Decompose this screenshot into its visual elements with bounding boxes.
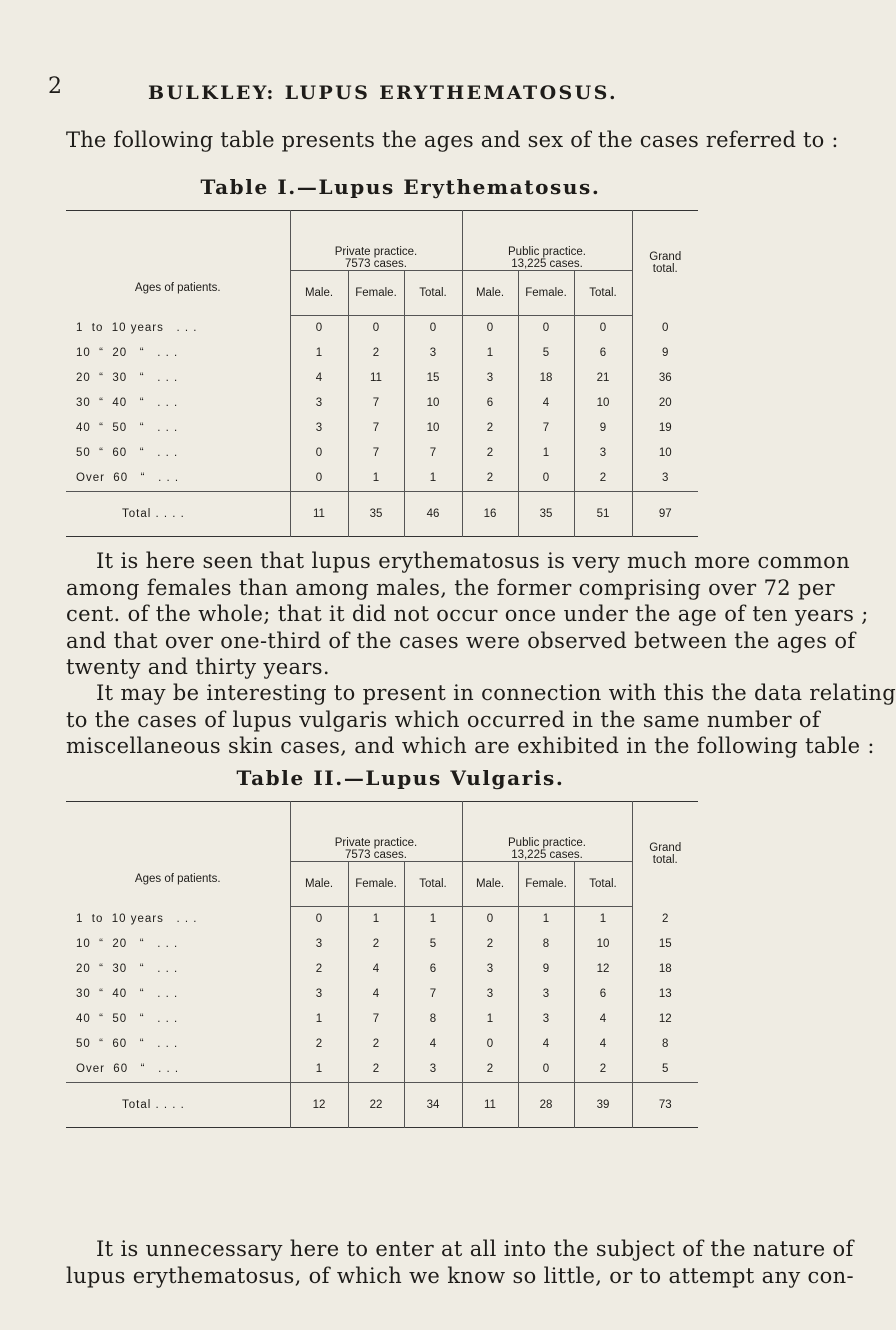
count-cell: 5 (404, 932, 462, 957)
count-cell: 6 (574, 982, 632, 1007)
count-cell: 4 (574, 1007, 632, 1032)
table2-sub-male: Male. (462, 861, 518, 906)
paragraph-2-line: to the cases of lupus vulgaris which occurred in the same number of (66, 707, 820, 732)
table1 (66, 210, 698, 537)
count-cell: 3 (290, 932, 348, 957)
count-cell: 4 (348, 982, 404, 1007)
table1-sub-female: Female. (348, 270, 404, 315)
table2-title: Table II.—Lupus Vulgaris. (236, 766, 565, 790)
table1-sub-total: Total. (574, 270, 632, 315)
total-cell: 73 (632, 1082, 698, 1127)
count-cell: 0 (290, 315, 348, 341)
count-cell: 1 (462, 1007, 518, 1032)
table2-group-private: Private practice. 7573 cases. (290, 802, 462, 862)
age-range-cell: Over 60 “ . . . (76, 472, 180, 484)
count-cell: 1 (462, 341, 518, 366)
age-range-cell: 20 “ 30 “ . . . (76, 963, 179, 975)
count-cell: 4 (518, 1032, 574, 1057)
count-cell: 0 (518, 315, 574, 341)
count-cell: 9 (574, 416, 632, 441)
count-cell: 8 (518, 932, 574, 957)
total-label: Total . . . . (66, 491, 290, 536)
paragraph-1 (66, 548, 869, 681)
table-row (66, 957, 698, 982)
table1-sub-male: Male. (290, 270, 348, 315)
total-cell: 35 (518, 491, 574, 536)
count-cell: 2 (348, 932, 404, 957)
count-cell: 1 (574, 906, 632, 932)
age-range-cell: 10 “ 20 “ . . . (76, 938, 179, 950)
count-cell: 2 (462, 932, 518, 957)
count-cell: 2 (290, 957, 348, 982)
count-cell: 12 (574, 957, 632, 982)
count-cell: 4 (348, 957, 404, 982)
paragraph-1-line: twenty and thirty years. (66, 655, 330, 679)
count-cell: 4 (404, 1032, 462, 1057)
table1-sub-total: Total. (404, 270, 462, 315)
count-cell: 10 (404, 416, 462, 441)
table-row (66, 932, 698, 957)
paragraph-3-line: It is unnecessary here to enter at all into the subject of the nature of (96, 1237, 854, 1261)
count-cell: 4 (290, 366, 348, 391)
count-cell: 4 (518, 391, 574, 416)
paragraph-2-line: miscellaneous skin cases, and which are exhibited in the following table : (66, 734, 875, 758)
count-cell: 3 (518, 982, 574, 1007)
total-cell: 39 (574, 1082, 632, 1127)
count-cell: 3 (290, 416, 348, 441)
paragraph-3-line: lupus erythematosus, of which we know so little, or to attempt any con- (66, 1263, 854, 1288)
count-cell: 3 (632, 466, 698, 492)
paragraph-3 (66, 1236, 854, 1289)
age-range-cell: 20 “ 30 “ . . . (76, 372, 179, 384)
count-cell: 5 (632, 1057, 698, 1083)
total-cell: 22 (348, 1082, 404, 1127)
count-cell: 3 (462, 957, 518, 982)
count-cell: 7 (348, 416, 404, 441)
count-cell: 0 (462, 1032, 518, 1057)
count-cell: 0 (462, 906, 518, 932)
total-cell: 28 (518, 1082, 574, 1127)
table2-sub-female: Female. (348, 861, 404, 906)
count-cell: 0 (290, 466, 348, 492)
count-cell: 2 (574, 466, 632, 492)
count-cell: 2 (632, 906, 698, 932)
table-row (66, 441, 698, 466)
total-cell: 16 (462, 491, 518, 536)
age-range-cell: 40 “ 50 “ . . . (76, 422, 179, 434)
table-row (66, 1057, 698, 1083)
count-cell: 0 (632, 315, 698, 341)
table1-title: Table I.—Lupus Erythematosus. (200, 175, 601, 199)
count-cell: 8 (404, 1007, 462, 1032)
total-cell: 35 (348, 491, 404, 536)
table2-col-ages: Ages of patients. (134, 873, 221, 885)
count-cell: 0 (290, 906, 348, 932)
age-range-cell: 30 “ 40 “ . . . (76, 988, 179, 1000)
table2-sub-total: Total. (574, 861, 632, 906)
table1-sub-male: Male. (462, 270, 518, 315)
table2-group-public: Public practice. 13,225 cases. (462, 802, 632, 862)
total-cell: 51 (574, 491, 632, 536)
total-label: Total . . . . (66, 1082, 290, 1127)
table1-col-ages: Ages of patients. (134, 282, 221, 294)
age-range-cell: 50 “ 60 “ . . . (76, 1038, 179, 1050)
count-cell: 2 (462, 441, 518, 466)
table1-col-grand: Grand total. (632, 211, 698, 316)
age-range-cell: 1 to 10 years . . . (76, 912, 198, 925)
table-row (66, 466, 698, 492)
count-cell: 12 (632, 1007, 698, 1032)
count-cell: 0 (290, 441, 348, 466)
table1-group-public: Public practice. 13,225 cases. (462, 211, 632, 271)
age-range-cell: 1 to 10 years . . . (76, 321, 198, 334)
table-total-row (66, 1082, 698, 1127)
count-cell: 36 (632, 366, 698, 391)
count-cell: 13 (632, 982, 698, 1007)
count-cell: 10 (574, 391, 632, 416)
count-cell: 18 (632, 957, 698, 982)
count-cell: 3 (290, 391, 348, 416)
table2-col-grand: Grand total. (632, 802, 698, 907)
paragraph-2-line: It may be interesting to present in connection with this the data relating (96, 681, 896, 705)
table-row (66, 366, 698, 391)
count-cell: 3 (290, 982, 348, 1007)
total-cell: 11 (290, 491, 348, 536)
total-cell: 12 (290, 1082, 348, 1127)
count-cell: 15 (632, 932, 698, 957)
count-cell: 1 (290, 341, 348, 366)
count-cell: 5 (518, 341, 574, 366)
count-cell: 1 (404, 466, 462, 492)
count-cell: 20 (632, 391, 698, 416)
count-cell: 1 (348, 906, 404, 932)
count-cell: 3 (518, 1007, 574, 1032)
table2-sub-total: Total. (404, 861, 462, 906)
paragraph-2 (66, 680, 896, 760)
count-cell: 0 (518, 1057, 574, 1083)
paragraph-1-line: and that over one-third of the cases were observed between the ages of (66, 628, 856, 653)
intro-text: The following table presents the ages and sex of the cases referred to : (66, 128, 839, 152)
count-cell: 2 (462, 1057, 518, 1083)
table-total-row (66, 491, 698, 536)
count-cell: 6 (574, 341, 632, 366)
count-cell: 1 (404, 906, 462, 932)
count-cell: 2 (462, 416, 518, 441)
count-cell: 7 (348, 1007, 404, 1032)
count-cell: 2 (348, 1057, 404, 1083)
count-cell: 6 (462, 391, 518, 416)
table-row (66, 391, 698, 416)
table1-group-private: Private practice. 7573 cases. (290, 211, 462, 271)
paragraph-1-line: cent. of the whole; that it did not occur once under the age of ten years ; (66, 602, 869, 626)
table-row (66, 906, 698, 932)
count-cell: 2 (348, 1032, 404, 1057)
count-cell: 2 (348, 341, 404, 366)
count-cell: 9 (518, 957, 574, 982)
count-cell: 7 (348, 441, 404, 466)
count-cell: 0 (518, 466, 574, 492)
count-cell: 6 (404, 957, 462, 982)
age-range-cell: 10 “ 20 “ . . . (76, 347, 179, 359)
count-cell: 1 (290, 1007, 348, 1032)
total-cell: 46 (404, 491, 462, 536)
table-row (66, 982, 698, 1007)
count-cell: 21 (574, 366, 632, 391)
total-cell: 97 (632, 491, 698, 536)
count-cell: 9 (632, 341, 698, 366)
count-cell: 7 (404, 441, 462, 466)
table2-sub-male: Male. (290, 861, 348, 906)
age-range-cell: 40 “ 50 “ . . . (76, 1013, 179, 1025)
count-cell: 3 (404, 341, 462, 366)
count-cell: 1 (518, 906, 574, 932)
age-range-cell: Over 60 “ . . . (76, 1063, 180, 1075)
count-cell: 7 (404, 982, 462, 1007)
age-range-cell: 50 “ 60 “ . . . (76, 447, 179, 459)
paragraph-1-line: among females than among males, the former comprising over 72 per (66, 575, 835, 600)
table1-sub-female: Female. (518, 270, 574, 315)
count-cell: 1 (518, 441, 574, 466)
count-cell: 0 (404, 315, 462, 341)
total-cell: 34 (404, 1082, 462, 1127)
table-row (66, 1032, 698, 1057)
count-cell: 15 (404, 366, 462, 391)
count-cell: 0 (574, 315, 632, 341)
table2-sub-female: Female. (518, 861, 574, 906)
table-row (66, 416, 698, 441)
count-cell: 10 (632, 441, 698, 466)
count-cell: 3 (462, 982, 518, 1007)
count-cell: 1 (348, 466, 404, 492)
count-cell: 2 (574, 1057, 632, 1083)
count-cell: 1 (290, 1057, 348, 1083)
count-cell: 10 (404, 391, 462, 416)
table-row (66, 315, 698, 341)
count-cell: 7 (348, 391, 404, 416)
count-cell: 3 (404, 1057, 462, 1083)
count-cell: 2 (462, 466, 518, 492)
table2 (66, 801, 698, 1128)
running-title: BULKLEY: LUPUS ERYTHEMATOSUS. (148, 82, 619, 104)
table-row (66, 1007, 698, 1032)
count-cell: 7 (518, 416, 574, 441)
total-cell: 11 (462, 1082, 518, 1127)
count-cell: 0 (348, 315, 404, 341)
count-cell: 18 (518, 366, 574, 391)
count-cell: 3 (462, 366, 518, 391)
count-cell: 19 (632, 416, 698, 441)
count-cell: 0 (462, 315, 518, 341)
count-cell: 11 (348, 366, 404, 391)
count-cell: 4 (574, 1032, 632, 1057)
count-cell: 2 (290, 1032, 348, 1057)
count-cell: 3 (574, 441, 632, 466)
table-row (66, 341, 698, 366)
age-range-cell: 30 “ 40 “ . . . (76, 397, 179, 409)
paragraph-1-line: It is here seen that lupus erythematosus is very much more common (96, 549, 851, 573)
count-cell: 8 (632, 1032, 698, 1057)
page-number: 2 (48, 74, 62, 99)
count-cell: 10 (574, 932, 632, 957)
